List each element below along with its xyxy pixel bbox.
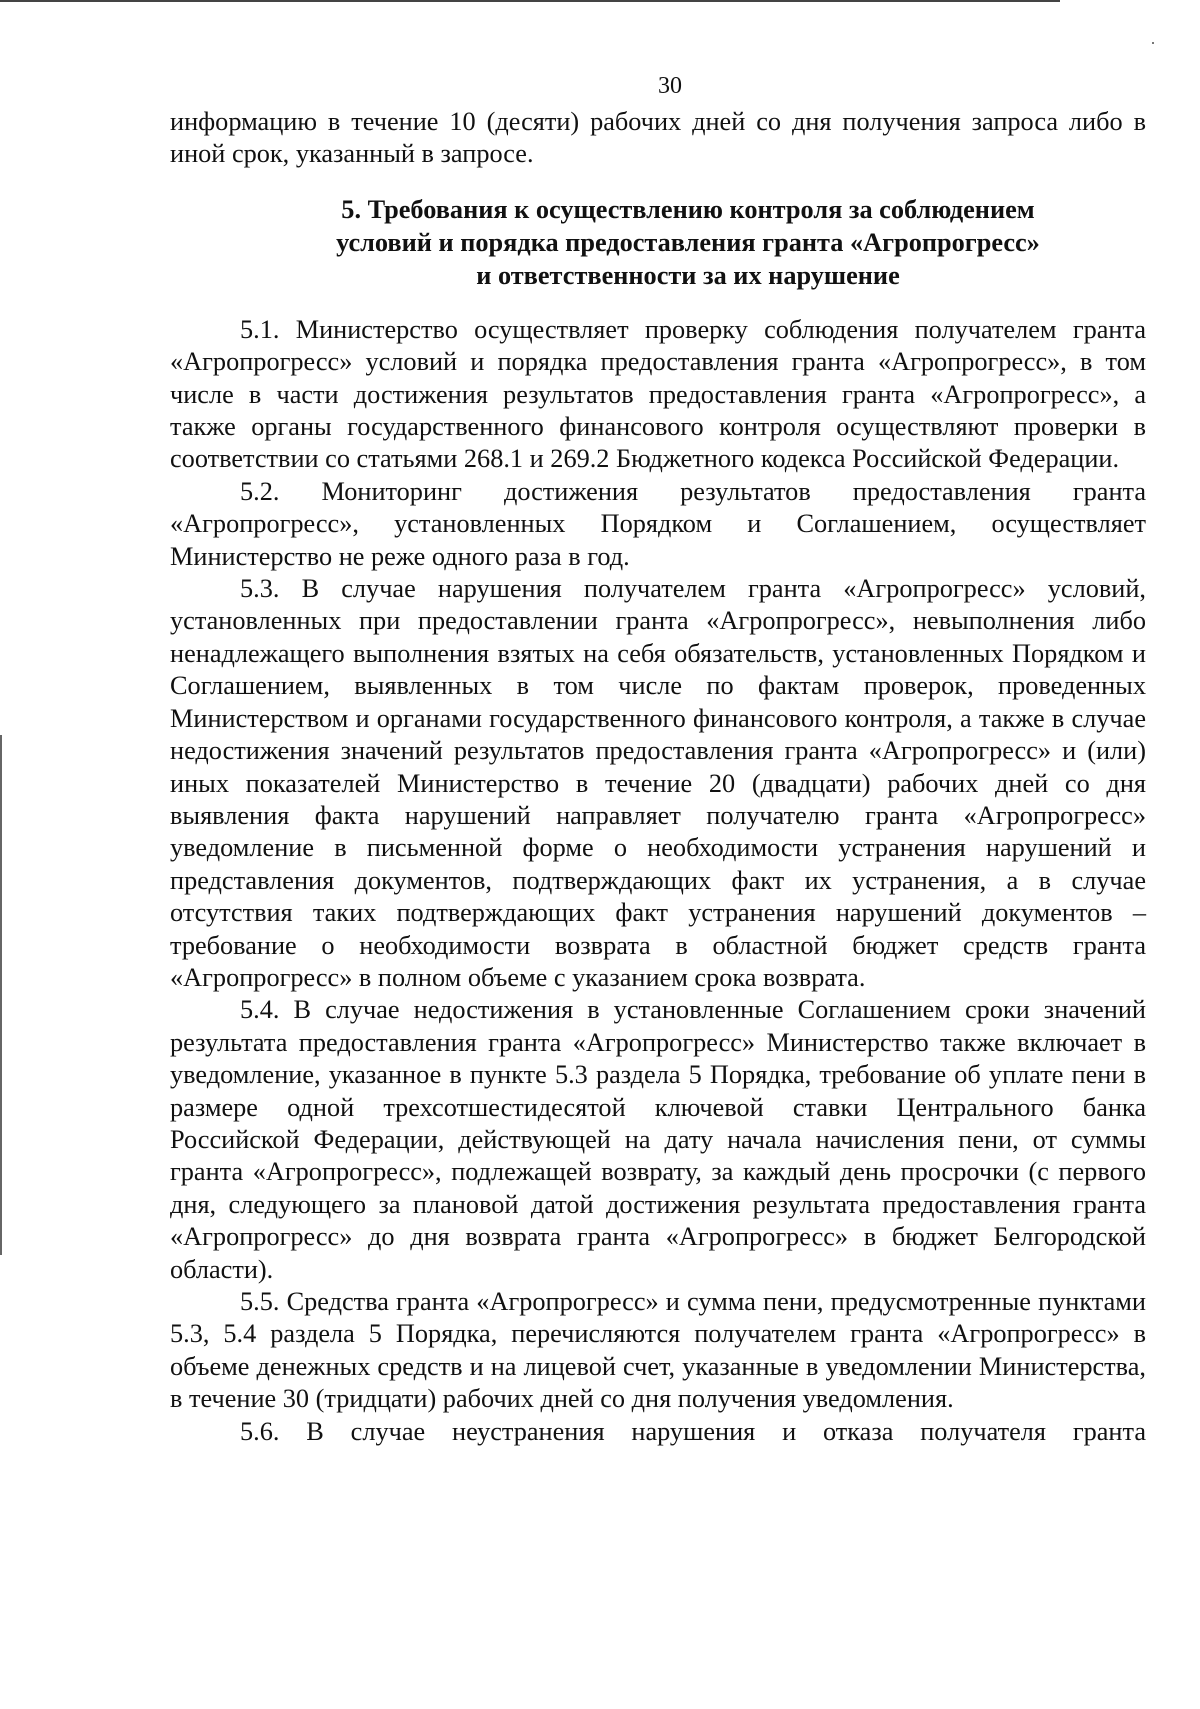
scan-margin-mark bbox=[0, 735, 2, 1255]
scan-edge-line bbox=[0, 0, 1060, 2]
intro-paragraph: информацию в течение 10 (десяти) рабочих дней со дня получения запроса либо в иной срок, указанный в запросе. bbox=[170, 107, 1146, 169]
paragraph-5-6: 5.6. В случае неустранения нарушения и отказа получателя гранта bbox=[240, 1416, 1146, 1446]
paragraph-5-3: 5.3. В случае нарушения получателем гранта «Агропрогресс» условий, установленных при предоставлении гранта «Агропрогресс», невыполнения либо ненадлежащего выполнения взятых на себя обязательств, установленных Порядком и Соглашением, выявленных в том числе по фактам проверок, проведенных Министерством и органами государственного финансового контроля, а также в случае недостижения значений результатов предоставления гранта «Агропрогресс» и (или) иных показателей Министерство в течение 20 (двадцати) рабочих дней со дня выявления факта нарушений направляет получателю гранта «Агропрогресс» уведомление в письменной форме о необходимости устранения нарушений и представления документов, подтверждающих факт их устранения, а в случае отсутствия таких подтверждающих факт устранения нарушений документов – требование о необходимости возврата в областной бюджет средств гранта «Агропрогресс» в полном объеме с указанием срока возврата. bbox=[170, 574, 1146, 992]
section-heading-line-1: 5. Требования к осуществлению контроля за соблюдением bbox=[341, 194, 1035, 224]
paragraph-5-1: 5.1. Министерство осуществляет проверку соблюдения получателем гранта «Агропрогресс» условий и порядка предоставления гранта «Агропрогресс», в том числе в части достижения результатов предоставления гранта «Агропрогресс», а также органы государственного финансового контроля осуществляют проверки в соответствии со статьями 268.1 и 269.2 Бюджетного кодекса Российской Федерации. bbox=[170, 314, 1146, 474]
paragraph-5-4: 5.4. В случае недостижения в установленные Соглашением сроки значений результата предоставления гранта «Агропрогресс» Министерство также включает в уведомление, указанное в пункте 5.3 раздела 5 Порядка, требование об уплате пени в размере одной трехсотшестидесятой ключевой ставки Центрального банка Российской Федерации, действующей на дату начала начисления пени, от суммы гранта «Агропрогресс», подлежащей возврату, за каждый день просрочки (с первого дня, следующего за плановой датой достижения результата предоставления гранта «Агропрогресс» до дня возврата гранта «Агропрогресс» в бюджет Белгородской области). bbox=[170, 995, 1146, 1284]
section-heading-line-3: и ответственности за их нарушение bbox=[476, 260, 900, 290]
document-body bbox=[170, 106, 1146, 1448]
section-heading-line-2: условий и порядка предоставления гранта «Агропрогресс» bbox=[336, 227, 1040, 257]
section-heading bbox=[170, 193, 1146, 292]
scan-speck bbox=[1152, 42, 1154, 44]
paragraph-5-2: 5.2. Мониторинг достижения результатов предоставления гранта «Агропрогресс», установленных Порядком и Соглашением, осуществляет Министерство не реже одного раза в год. bbox=[170, 476, 1146, 571]
paragraph-5-5: 5.5. Средства гранта «Агропрогресс» и сумма пени, предусмотренные пунктами 5.3, 5.4 раздела 5 Порядка, перечисляются получателем гранта «Агропрогресс» в объеме денежных средств и на лицевой счет, указанные в уведомлении Министерства, в течение 30 (тридцати) рабочих дней со дня получения уведомления. bbox=[170, 1287, 1146, 1414]
page-number: 30 bbox=[658, 73, 682, 99]
